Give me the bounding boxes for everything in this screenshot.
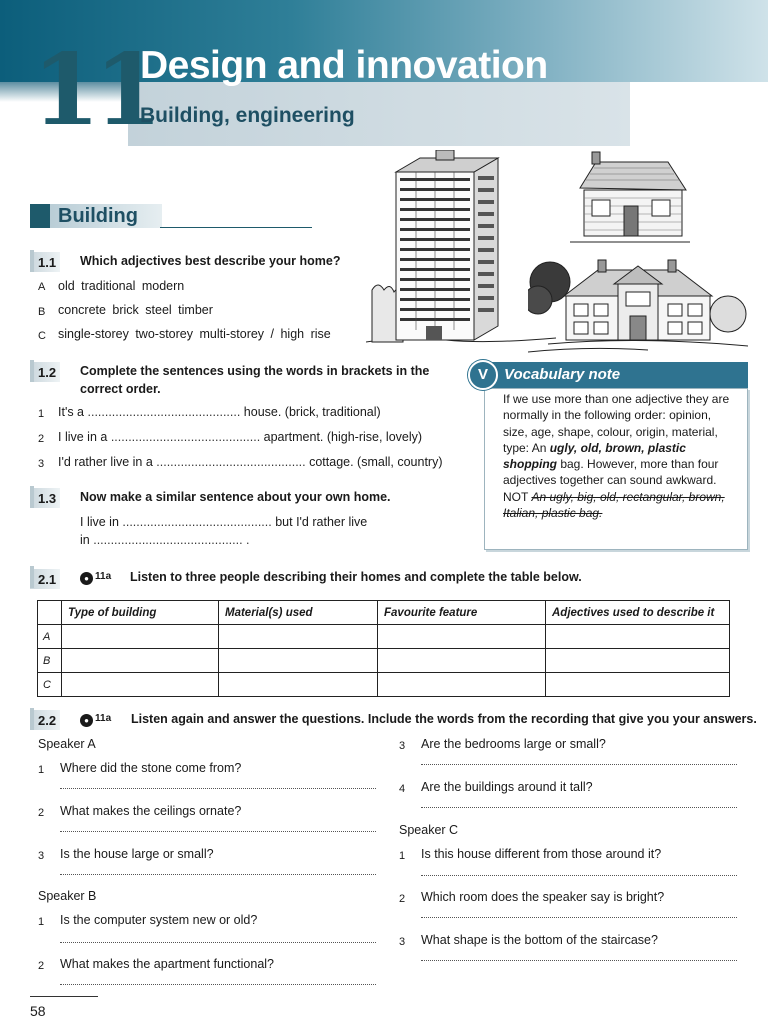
unit-subtitle: Building, engineering — [140, 104, 355, 127]
answer-line[interactable] — [421, 917, 737, 918]
sentence-start: in — [80, 533, 90, 547]
option-letter: B — [38, 306, 46, 318]
table-row — [38, 673, 730, 697]
answer-line[interactable] — [421, 807, 737, 808]
question-number: 3 — [38, 850, 45, 862]
option-text: old traditional modern — [58, 279, 185, 293]
sentence-end: house. (brick, traditional) — [243, 405, 381, 419]
question-text: What makes the apartment functional? — [60, 957, 275, 971]
sentence-2 — [58, 428, 422, 446]
question-text: Which room does the speaker say is bright? — [421, 890, 665, 904]
exercise-number-2-2: 2.2 — [38, 713, 57, 728]
exercise-1-2-instruction-cont: correct order. — [80, 382, 161, 396]
own-home-line-2 — [80, 531, 250, 549]
note-example: ugly, old, brown, plastic shopping — [503, 440, 686, 472]
question-number: 2 — [38, 960, 45, 972]
answer-blank[interactable]: ........................................... — [122, 515, 272, 529]
question-number: 3 — [399, 936, 406, 948]
exercise-2-1-instruction: Listen to three people describing their homes and complete the table below. — [130, 570, 582, 584]
sentence-start: It's a — [58, 405, 85, 419]
table-row — [38, 625, 730, 649]
exercise-1-2-instruction: Complete the sentences using the words in brackets in the — [80, 364, 430, 378]
answer-line[interactable] — [60, 942, 376, 943]
table-cell[interactable] — [546, 649, 730, 673]
option-text: single-storey two-storey multi-storey / high rise — [58, 327, 331, 341]
exercise-number-1-2: 1.2 — [38, 365, 57, 380]
table-cell[interactable] — [219, 625, 378, 649]
cd-icon: ● — [80, 572, 93, 585]
table-header: Favourite feature — [378, 601, 546, 625]
question-text: Is this house different from those around it? — [421, 847, 662, 861]
question-number: 4 — [399, 783, 406, 795]
answer-line[interactable] — [60, 984, 376, 985]
row-label: B — [38, 649, 62, 673]
exercise-tag-bar — [30, 360, 34, 382]
table-cell[interactable] — [62, 649, 219, 673]
speaker-a-label: Speaker A — [38, 737, 96, 751]
table-cell[interactable] — [378, 649, 546, 673]
sentence-3 — [58, 453, 443, 471]
question-text: Is the computer system new or old? — [60, 913, 258, 927]
exercise-1-1-instruction: Which adjectives best describe your home? — [80, 254, 341, 268]
exercise-number-2-1: 2.1 — [38, 572, 57, 587]
table-cell[interactable] — [546, 673, 730, 697]
question-text: Is the house large or small? — [60, 847, 214, 861]
question-text: Are the buildings around it tall? — [421, 780, 593, 794]
answer-line[interactable] — [421, 764, 737, 765]
row-label: C — [38, 673, 62, 697]
option-letter: C — [38, 330, 46, 342]
exercise-2-2-instruction: Listen again and answer the questions. Include the words from the recording that give you your answers. — [131, 712, 757, 726]
own-home-line-1 — [80, 513, 367, 531]
answer-line[interactable] — [60, 831, 376, 832]
cottage-illustration — [570, 150, 690, 250]
exercise-tag-bar — [30, 486, 34, 508]
question-number: 2 — [38, 807, 45, 819]
answer-blank[interactable]: ........................................... — [156, 455, 306, 469]
cd-icon: ● — [80, 714, 93, 727]
sentence-1 — [58, 403, 381, 421]
vocabulary-v-icon: V — [468, 360, 498, 390]
note-wrong-example: An ugly, big, old, rectangular, brown, Italian, plastic bag. — [503, 489, 725, 521]
question-number: 1 — [38, 764, 45, 776]
row-label: A — [38, 625, 62, 649]
track-number: 11a — [95, 713, 112, 724]
audio-track-badge[interactable] — [80, 708, 111, 727]
speaker-c-label: Speaker C — [399, 823, 459, 837]
exercise-tag-bar — [30, 566, 34, 588]
question-number: 2 — [399, 893, 406, 905]
answer-blank[interactable]: ........................................... — [110, 430, 261, 444]
question-text: What makes the ceilings ornate? — [60, 804, 242, 818]
track-number: 11a — [95, 571, 112, 582]
question-number: 1 — [399, 850, 406, 862]
vocabulary-note-body — [503, 391, 735, 521]
sentence-end: cottage. (small, country) — [309, 455, 443, 469]
question-number: 1 — [38, 916, 45, 928]
sentence-start: I live in a — [58, 430, 108, 444]
table-row — [38, 649, 730, 673]
table-header: Type of building — [62, 601, 219, 625]
table-cell[interactable] — [62, 625, 219, 649]
exercise-tag-bar — [30, 708, 34, 730]
answer-blank[interactable]: ........................................... . — [93, 533, 250, 547]
table-cell[interactable] — [378, 625, 546, 649]
table-header: Adjectives used to describe it — [546, 601, 730, 625]
item-number: 3 — [38, 458, 45, 470]
exercise-number-1-1: 1.1 — [38, 255, 57, 270]
answer-line[interactable] — [421, 960, 737, 961]
section-title: Building — [58, 205, 138, 227]
question-number: 3 — [399, 740, 406, 752]
table-header-row — [38, 601, 730, 625]
question-text: What shape is the bottom of the staircase? — [421, 933, 658, 947]
sentence-end: apartment. (high-rise, lovely) — [263, 430, 423, 444]
vocabulary-note-title: Vocabulary note — [504, 366, 621, 383]
note-text: bag. However, more than four adjectives together can sound awkward. NOT — [503, 457, 719, 504]
option-letter: A — [38, 281, 46, 293]
exercise-1-3-instruction: Now make a similar sentence about your own home. — [80, 490, 391, 504]
unit-number: 11 — [32, 33, 157, 148]
page-number: 58 — [30, 1003, 46, 1019]
item-number: 1 — [38, 408, 45, 420]
table-cell[interactable] — [378, 673, 546, 697]
answer-line[interactable] — [60, 788, 376, 789]
unit-title: Design and innovation — [140, 44, 548, 87]
homes-table — [37, 600, 730, 697]
footer-rule — [30, 996, 98, 997]
option-text: concrete brick steel timber — [58, 303, 213, 317]
answer-line[interactable] — [60, 874, 376, 875]
audio-track-badge[interactable] — [80, 566, 111, 585]
answer-blank[interactable]: ............................................ — [87, 405, 241, 419]
country-house-illustration — [528, 252, 750, 356]
question-text: Where did the stone come from? — [60, 761, 242, 775]
answer-line[interactable] — [421, 875, 737, 876]
section-marker — [30, 204, 50, 228]
sentence-end: but I'd rather live — [275, 515, 368, 529]
table-header: Material(s) used — [219, 601, 378, 625]
sentence-start: I live in — [80, 515, 119, 529]
table-header-corner — [38, 601, 62, 625]
exercise-tag-bar — [30, 250, 34, 272]
question-text: Are the bedrooms large or small? — [421, 737, 606, 751]
table-cell[interactable] — [546, 625, 730, 649]
exercise-number-1-3: 1.3 — [38, 491, 57, 506]
speaker-b-label: Speaker B — [38, 889, 97, 903]
table-cell[interactable] — [219, 649, 378, 673]
sentence-start: I'd rather live in a — [58, 455, 153, 469]
note-text: If we use more than one adjective they are normally in the following order: opinion, size, age, shape, colour, origin, material, type: An — [503, 392, 730, 455]
table-cell[interactable] — [219, 673, 378, 697]
item-number: 2 — [38, 433, 45, 445]
table-cell[interactable] — [62, 673, 219, 697]
section-rule — [160, 227, 312, 228]
